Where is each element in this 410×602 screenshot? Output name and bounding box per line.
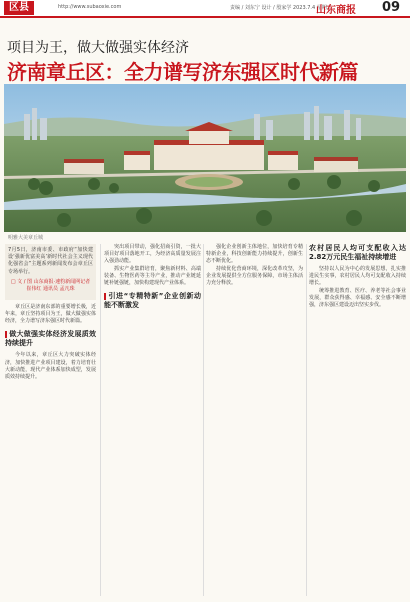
column-3 xyxy=(206,244,303,287)
column-divider xyxy=(306,244,307,596)
issue-meta: 责编 / 刘东宁 设计 / 殷家学 2023.7.4 星期二 xyxy=(230,5,332,11)
body-paragraph: 持续优化营商环境，深化改革攻坚，为企业发展提供全方位服务保障，市场主体活力充分释放。 xyxy=(206,265,303,287)
masthead xyxy=(0,0,410,18)
section-tag: 区县 xyxy=(4,1,34,15)
column-1 xyxy=(5,244,96,381)
body-paragraph: 抓实产业集群培育，聚焦新材料、高端装备、生物医药等主导产业，推动产业链延链补链强链，加快构建现代产业体系。 xyxy=(104,265,201,287)
article-headline: 济南章丘区：全力谱写济东强区时代新篇 xyxy=(7,60,358,84)
section-title: 农村居民人均可支配收入达2.82万元民生福祉持续增进 xyxy=(309,244,406,261)
column-2 xyxy=(104,244,201,314)
photo-caption: 明雅大美章丘城 xyxy=(8,235,44,241)
article-kicker: 项目为王，做大做强实体经济 xyxy=(7,40,189,56)
body-paragraph: 章丘区是济南东部的重要增长极，近年来，章丘坚持项目为王，做大做强实体经济，全力谱写济东强区时代新篇。 xyxy=(5,303,96,325)
aerial-city-photo xyxy=(4,84,406,232)
subhead-text: 引进“专精特新”企业创新动能不断激发 xyxy=(104,292,201,310)
subhead-text: 做大做强实体经济发展质效持续提升 xyxy=(5,330,96,348)
body-paragraph: 今年以来，章丘区大力突破实体经济，加快推进产业项目建设，着力培育壮大新动能，现代产业体系加快成型，发展质效持续提升。 xyxy=(5,352,96,381)
section-subhead xyxy=(104,292,201,310)
column-divider xyxy=(100,244,101,596)
site-url: http://www.subaoxie.com xyxy=(58,4,122,10)
body-paragraph: 坚持以人民为中心的发展思想，扎实推进民生实事，农村居民人均可支配收入持续增长。 xyxy=(309,266,406,287)
page-number: 09 xyxy=(382,0,401,15)
body-paragraph: 强化企业创新主体地位，加快培育专精特新企业，科技创新能力持续提升，创新生态不断优化。 xyxy=(206,244,303,265)
column-4 xyxy=(309,244,406,309)
section-subhead xyxy=(5,330,96,348)
city-illustration xyxy=(4,84,406,232)
lead-paragraph-block xyxy=(5,244,96,300)
byline: □ 文 / 图 山东商报·速豹新闻网记者 崔伟红 通讯员 孟凡珠 xyxy=(10,278,91,292)
body-paragraph: 突出项目带动，强化招商引资，一批大项目好项目落地开工，为经济高质量发展注入强劲动能。 xyxy=(104,244,201,265)
paper-name: 山东商报 xyxy=(316,5,356,16)
lead-paragraph: 7月5日，济南市委、市政府“加快建设‘强新优富美高’新时代社会主义现代化强省会”主题系列新闻发布会章丘区专场举行。 xyxy=(8,247,93,275)
subhead-marker xyxy=(5,331,7,338)
body-paragraph: 统筹推进教育、医疗、养老等社会事业发展，群众获得感、幸福感、安全感不断增强，济东强区建设迈出坚实步伐。 xyxy=(309,287,406,309)
column-divider xyxy=(203,244,204,596)
subhead-marker xyxy=(104,293,106,300)
